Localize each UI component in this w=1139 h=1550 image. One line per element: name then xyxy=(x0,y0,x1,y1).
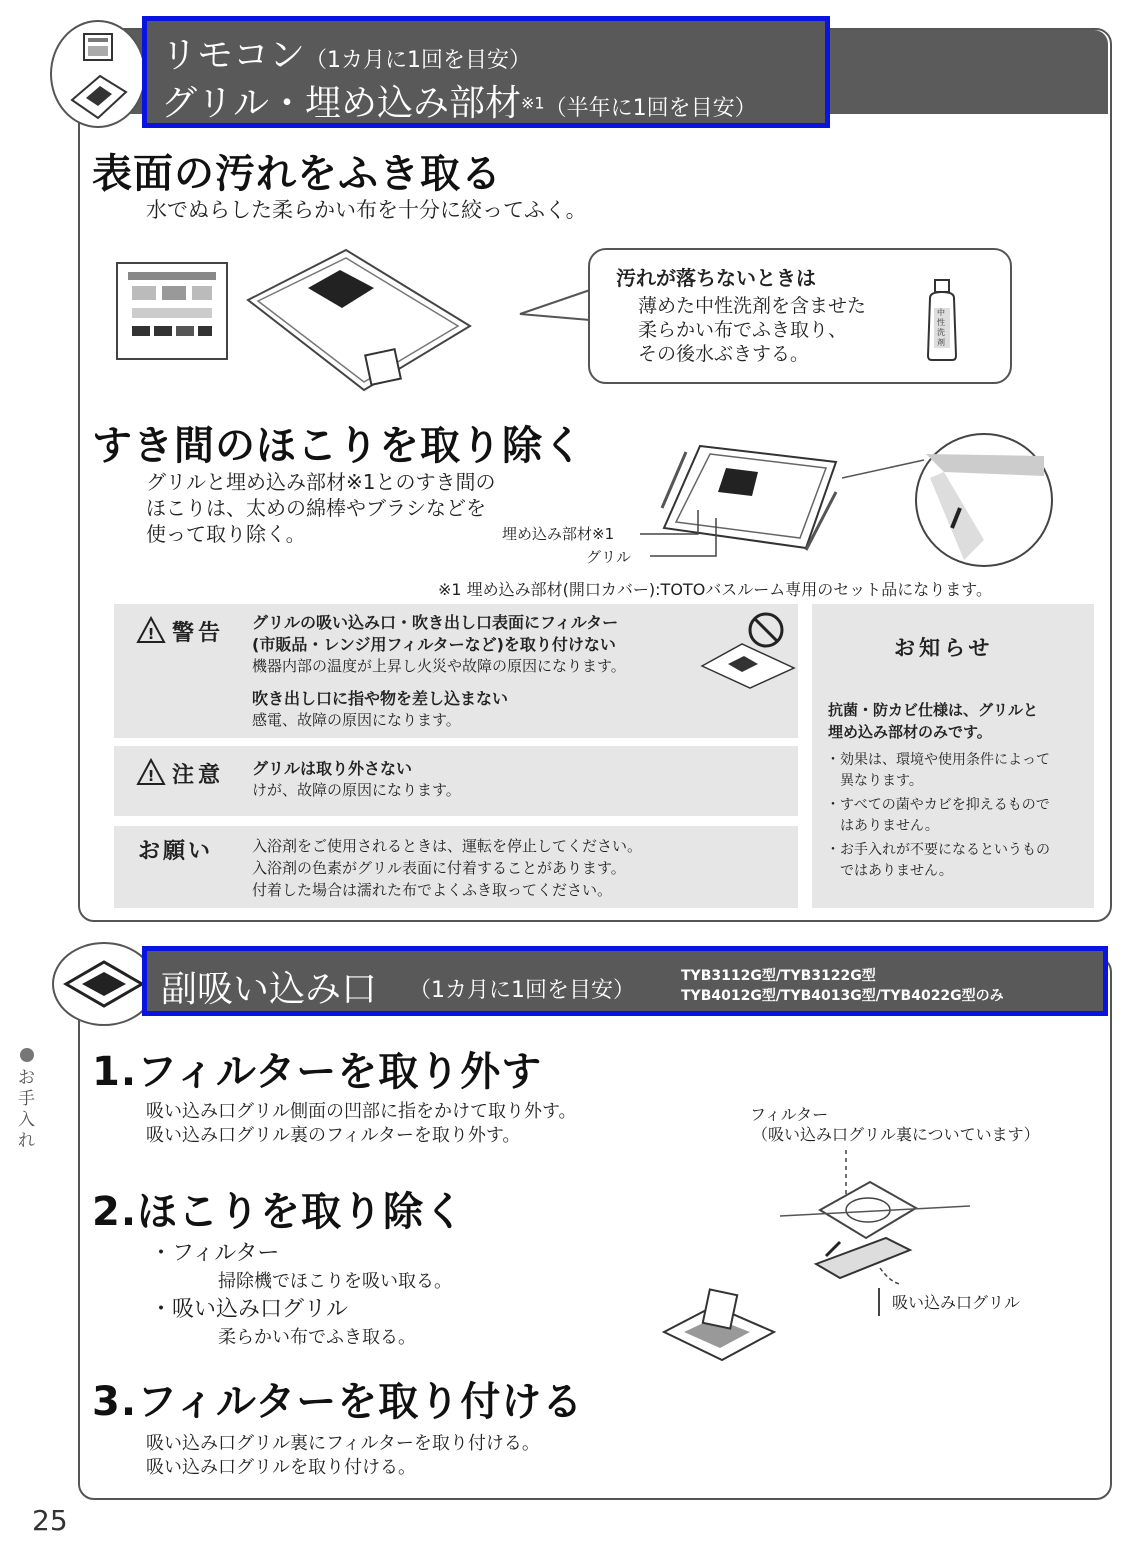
caution-triangle-icon xyxy=(136,758,166,786)
remote-illustration xyxy=(116,262,228,360)
intake-grille-illustration xyxy=(780,1146,980,1296)
remote-grill-icon xyxy=(52,22,144,126)
step2-item: ・吸い込み口グリル xyxy=(150,1297,349,1322)
wipe-instruction: 水でぬらした柔らかい布を十分に絞ってふく。 xyxy=(146,198,587,222)
step3-line: 吸い込み口グリルを取り付ける。 xyxy=(146,1457,416,1478)
step2-heading: 2.ほこりを取り除く xyxy=(92,1189,466,1235)
svg-text:!: ! xyxy=(147,625,155,643)
warning-line: グリルの吸い込み口・吹き出し口表面にフィルター xyxy=(252,613,619,632)
warning-box xyxy=(114,604,798,738)
svg-text:!: ! xyxy=(147,767,155,785)
notice-bullet: ・すべての菌やカビを抑えるもので xyxy=(826,797,1050,813)
page-number: 25 xyxy=(32,1504,68,1537)
heading-wipe: 表面の汚れをふき取る xyxy=(92,151,502,197)
notice-bullet: ・お手入れが不要になるというもの xyxy=(826,842,1050,858)
step3-heading: 3.フィルターを取り付ける xyxy=(92,1379,584,1425)
section2-title-box xyxy=(142,946,1108,1016)
dust-line: グリルと埋め込み部材※1とのすき間の xyxy=(146,470,496,494)
step2-item-desc: 柔らかい布でふき取る。 xyxy=(218,1327,416,1348)
gap-detail-zoom xyxy=(834,420,1054,568)
dust-line: 使って取り除く。 xyxy=(146,522,306,546)
caution-line: けが、故障の原因になります。 xyxy=(252,781,461,799)
label-grille: 吸い込み口グリル xyxy=(892,1293,1021,1312)
label-grill: グリル xyxy=(586,548,632,566)
notice-label: お知らせ xyxy=(894,636,994,660)
warning-line: (市販品・レンジ用フィルターなど)を取り付けない xyxy=(252,635,616,654)
notice-bullet: ・効果は、環境や使用条件によって xyxy=(826,752,1050,768)
step1-heading: 1.フィルターを取り外す xyxy=(92,1049,543,1095)
warning-line: 吹き出し口に指や物を差し込まない xyxy=(252,689,509,708)
dust-line: ほこりは、太めの綿棒やブラシなどを xyxy=(146,496,486,520)
warning-label: 警告 xyxy=(172,621,225,646)
notice-bullet: はありません。 xyxy=(826,818,939,834)
step1-line: 吸い込み口グリル側面の凹部に指をかけて取り外す。 xyxy=(146,1101,577,1122)
label-leader-lines xyxy=(640,508,720,560)
bubble-line: その後水ぶきする。 xyxy=(638,343,810,365)
side-tab-bullet xyxy=(20,1048,34,1062)
section2-note: （1カ月に1回を目安） xyxy=(409,978,635,1003)
warning-line: 機器内部の温度が上昇し火災や故障の原因になります。 xyxy=(252,657,626,675)
section1-icon-circle xyxy=(50,20,146,128)
grille-label-leader xyxy=(878,1288,880,1316)
notice-lead: 抗菌・防カビ仕様は、グリルと xyxy=(828,701,1039,719)
section1-title-line2: グリル・埋め込み部材 xyxy=(161,83,522,124)
bottle-label: 中性洗剤 xyxy=(937,308,945,347)
heading-dust: すき間のほこりを取り除く xyxy=(92,423,584,469)
side-tab-label: お手入れ xyxy=(18,1068,35,1151)
notice-lead: 埋め込み部材のみです。 xyxy=(828,723,992,741)
section1-title-line1: リモコン xyxy=(161,35,306,76)
section1-title-line2-mark: ※1 xyxy=(521,93,545,113)
grille-wiping-illustration xyxy=(660,1282,780,1366)
step1-line: 吸い込み口グリル裏のフィルターを取り外す。 xyxy=(146,1125,521,1146)
detergent-bottle-icon xyxy=(922,278,962,362)
grill-wipe-illustration xyxy=(244,248,480,396)
step2-item: ・フィルター xyxy=(150,1241,280,1266)
bubble-line: 柔らかい布でふき取り、 xyxy=(638,319,848,341)
section1-title-line1-note: （1カ月に1回を目安） xyxy=(305,48,532,73)
section2-title: 副吸い込み口 xyxy=(161,969,378,1010)
caution-box xyxy=(114,746,798,816)
no-filter-icon xyxy=(700,610,796,690)
caution-line: グリルは取り外さない xyxy=(252,759,413,778)
label-filter-note: （吸い込み口グリル裏についています） xyxy=(752,1125,1040,1144)
request-line: 入浴剤の色素がグリル表面に付着することがあります。 xyxy=(252,859,626,877)
request-label: お願い xyxy=(138,839,214,864)
bubble-line: 薄めた中性洗剤を含ませた xyxy=(638,295,867,317)
section2-models: TYB4012G型/TYB4013G型/TYB4022G型のみ xyxy=(681,988,1004,1004)
footnote: ※1 埋め込み部材(開口カバー):TOTOバスルーム専用のセット品になります。 xyxy=(438,580,993,599)
request-line: 付着した場合は濡れた布でよくふき取ってください。 xyxy=(252,881,613,899)
request-box xyxy=(114,826,798,908)
label-filter: フィルター xyxy=(750,1105,829,1124)
notice-box xyxy=(812,604,1094,908)
warning-line: 感電、故障の原因になります。 xyxy=(252,711,461,729)
caution-label: 注意 xyxy=(172,763,225,788)
request-line: 入浴剤をご使用されるときは、運転を停止してください。 xyxy=(252,837,643,855)
bubble-tail xyxy=(518,288,592,328)
section1-title-box xyxy=(142,16,830,128)
notice-bullet: 異なります。 xyxy=(826,773,923,789)
step3-line: 吸い込み口グリル裏にフィルターを取り付ける。 xyxy=(146,1433,540,1454)
tip-bubble xyxy=(588,248,1012,384)
notice-bullet: ではありません。 xyxy=(826,863,953,879)
label-embed: 埋め込み部材※1 xyxy=(502,525,615,543)
bubble-title: 汚れが落ちないときは xyxy=(616,266,816,290)
section2-icon-circle xyxy=(52,942,156,1026)
section1-title-line2-note: （半年に1回を目安） xyxy=(544,96,757,121)
warning-triangle-icon xyxy=(136,616,166,644)
section2-models: TYB3112G型/TYB3122G型 xyxy=(681,968,876,984)
step2-item-desc: 掃除機でほこりを吸い取る。 xyxy=(218,1271,452,1292)
sub-intake-icon xyxy=(54,944,154,1024)
